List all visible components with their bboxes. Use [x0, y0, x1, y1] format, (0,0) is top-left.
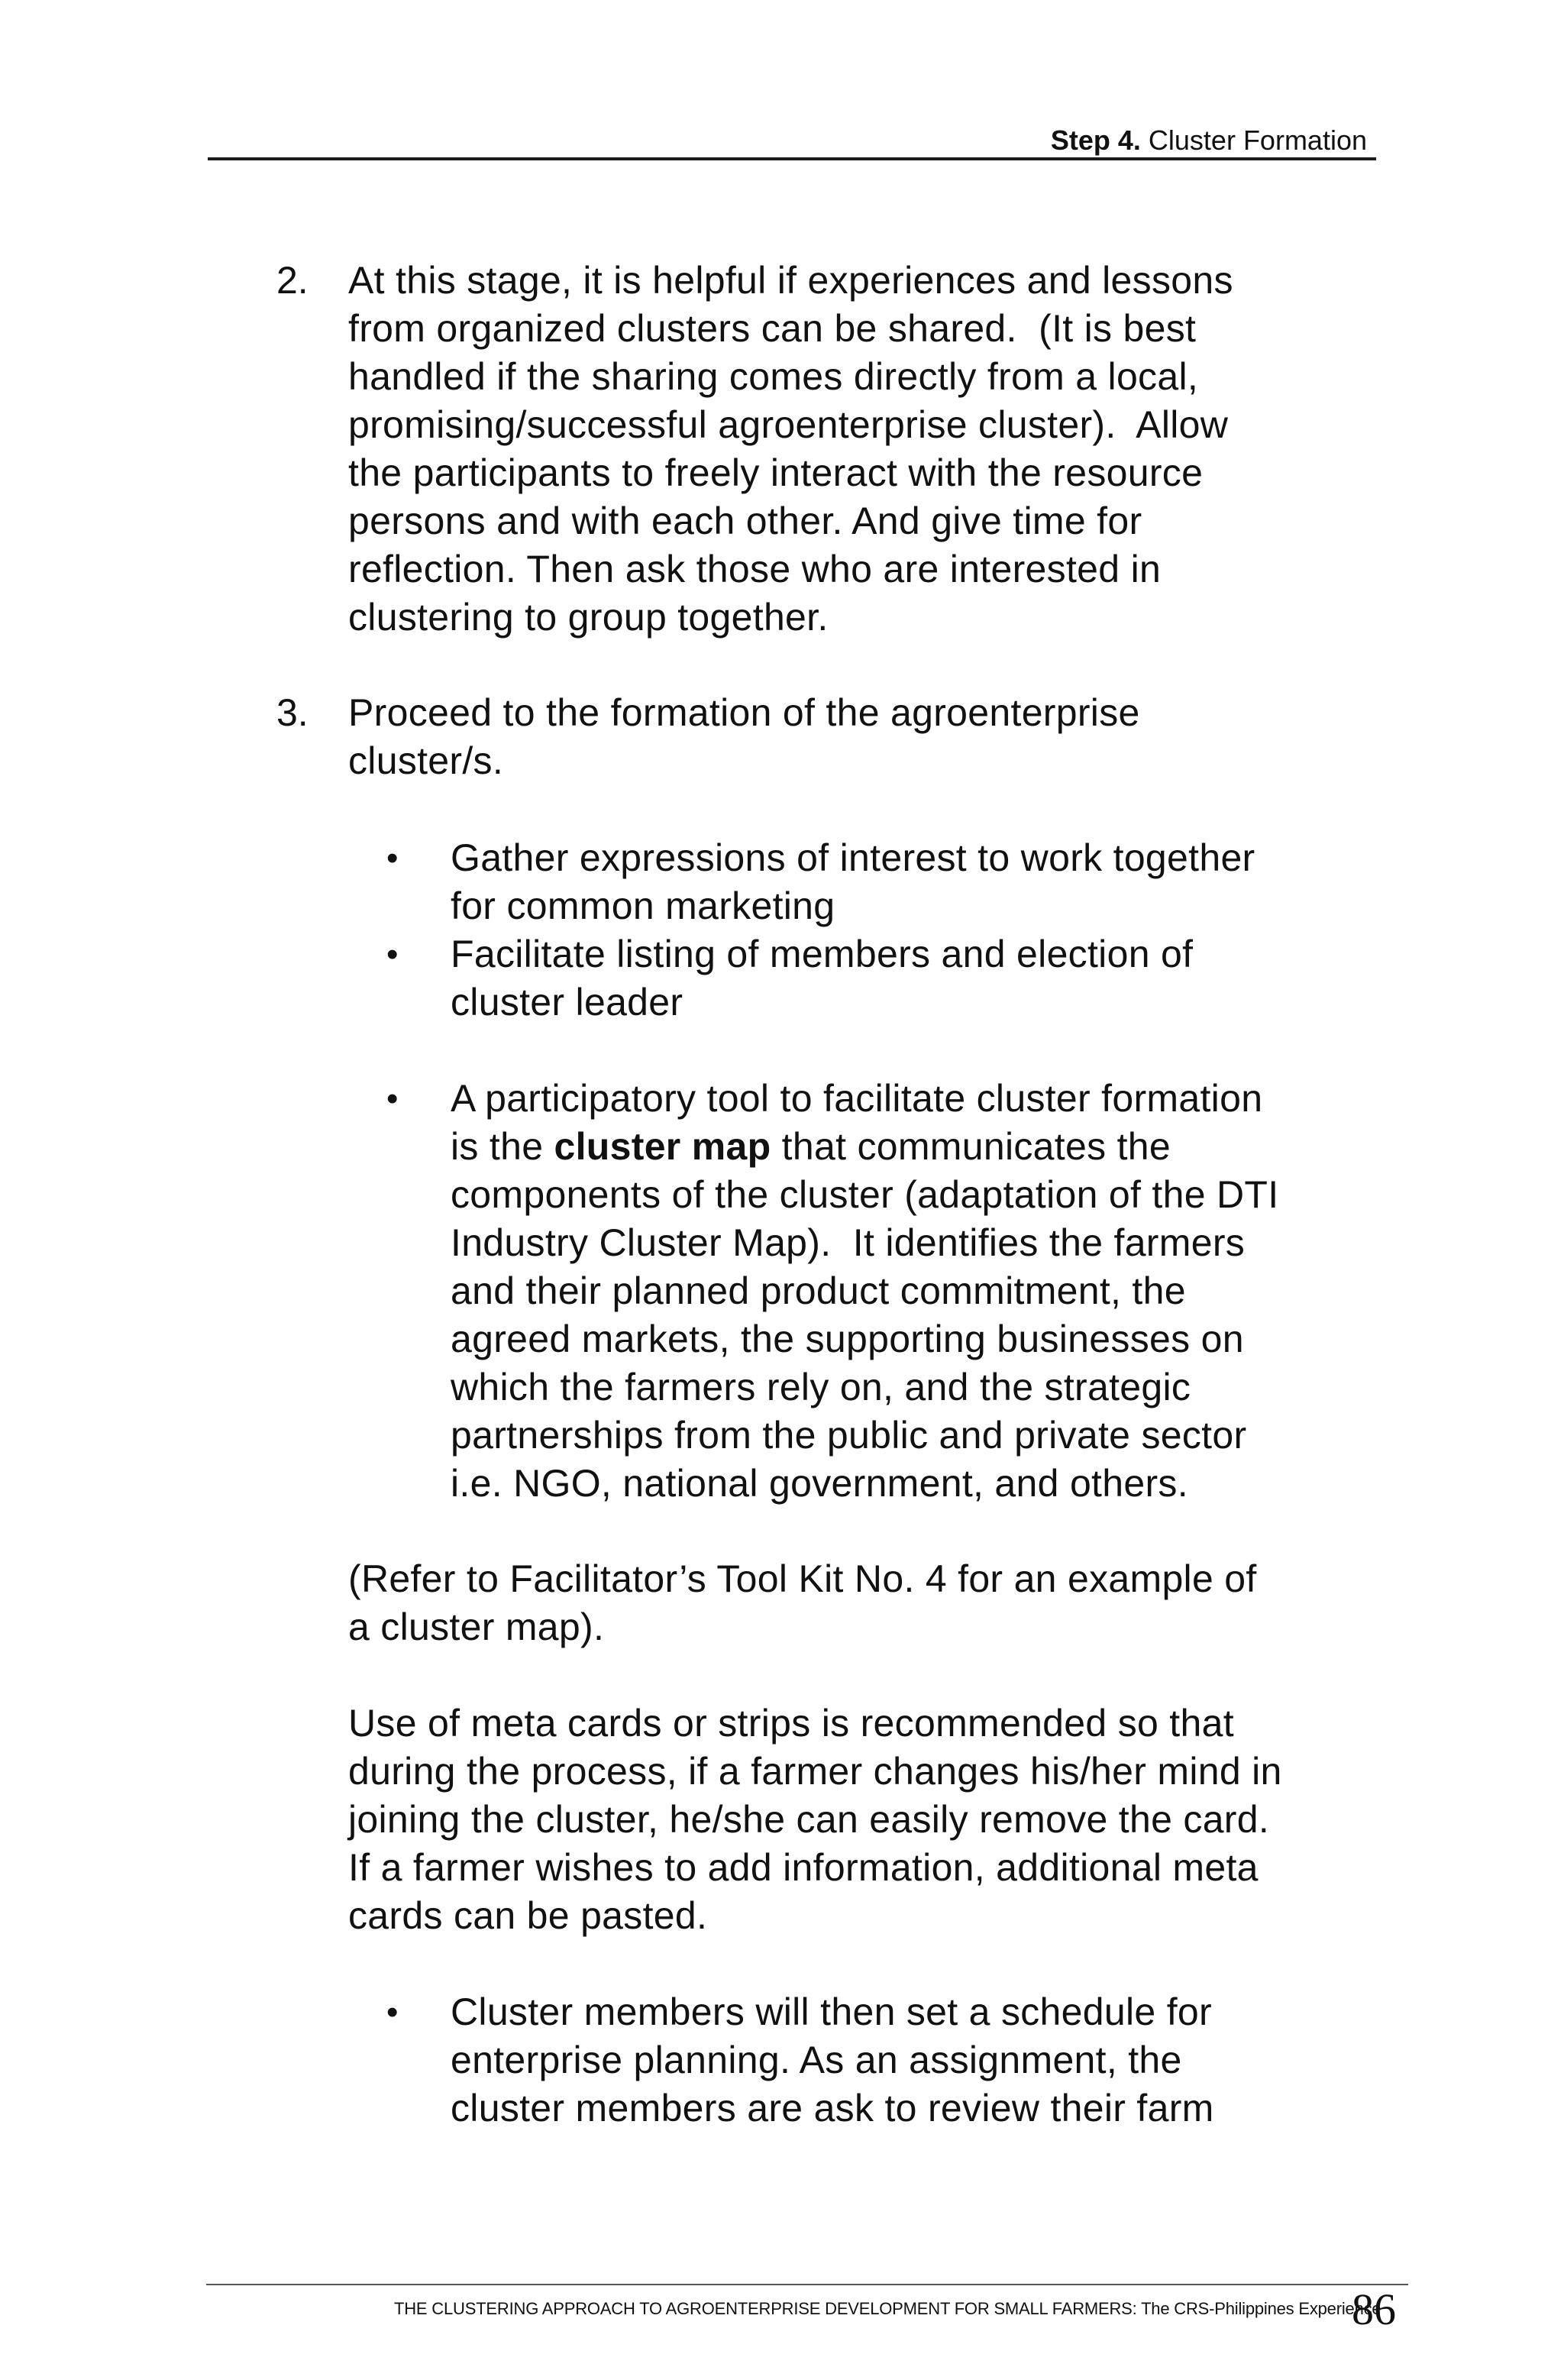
bullet-2-line-1: Facilitate listing of members and election of [451, 933, 1194, 975]
bullet-3-line-8: partnerships from the public and private sector [451, 1414, 1247, 1457]
item-2-line-8: clustering to group together. [348, 596, 829, 639]
item-2-number: 2. [276, 259, 309, 302]
footer-divider [206, 2284, 1408, 2285]
item-2-line-2: from organized clusters can be shared. (It is best [348, 307, 1197, 350]
item-3-number: 3. [276, 691, 309, 734]
bullet-3-line-3: components of the cluster (adaptation of the DTI [451, 1173, 1279, 1216]
bullet-3-line-2-post: that communicates the [771, 1125, 1171, 1168]
item-2-line-7: reflection. Then ask those who are interested in [348, 548, 1162, 590]
bullet-3-line-2-pre: is the [451, 1125, 554, 1168]
meta-cards-line-4: If a farmer wishes to add information, additional meta [348, 1846, 1259, 1889]
item-2-line-5: the participants to freely interact with the resource [348, 451, 1204, 494]
header-section-title: Cluster Formation [1148, 124, 1367, 156]
bullet-1-line-2: for common marketing [451, 884, 835, 927]
meta-cards-line-5: cards can be pasted. [348, 1894, 708, 1937]
bullet-4-line-1: Cluster members will then set a schedule for [451, 1990, 1212, 2033]
item-2-line-6: persons and with each other. And give time for [348, 500, 1142, 542]
item-2-line-3: handled if the sharing comes directly from a local, [348, 355, 1199, 398]
header-step-label: Step 4. [1050, 124, 1141, 156]
bullet-3-line-5: and their planned product commitment, the [451, 1269, 1186, 1312]
bullet-2-line-2: cluster leader [451, 981, 683, 1023]
refer-line-1: (Refer to Facilitator’s Tool Kit No. 4 for an example of [348, 1557, 1257, 1600]
bullet-3-line-7: which the farmers rely on, and the strategic [451, 1366, 1191, 1408]
meta-cards-line-2: during the process, if a farmer changes his/her mind in [348, 1750, 1282, 1793]
bullet-3-line-9: i.e. NGO, national government, and others. [451, 1462, 1188, 1505]
bullet-3-line-1: A participatory tool to facilitate cluster formation [451, 1077, 1263, 1120]
bullet-3-marker: • [386, 1080, 399, 1117]
bullet-3-line-2 [451, 1123, 1171, 1171]
item-3-line-2: cluster/s. [348, 739, 504, 782]
page-number: 86 [1352, 2285, 1396, 2334]
running-header [208, 116, 1376, 160]
item-2-line-4: promising/successful agroenterprise cluster). Allow [348, 403, 1229, 446]
bullet-4-line-2: enterprise planning. As an assignment, the [451, 2039, 1182, 2081]
item-3-line-1: Proceed to the formation of the agroenterprise [348, 691, 1140, 734]
bullet-4-line-3: cluster members are ask to review their farm [451, 2087, 1214, 2129]
header-title [1051, 125, 1367, 156]
bullet-3-line-6: agreed markets, the supporting businesses on [451, 1318, 1244, 1360]
bullet-3-line-4: Industry Cluster Map). It identifies the farmers [451, 1221, 1246, 1264]
bullet-2-marker: • [386, 936, 399, 973]
bullet-1-line-1: Gather expressions of interest to work together [451, 836, 1255, 879]
cluster-map-term: cluster map [554, 1125, 771, 1168]
meta-cards-line-3: joining the cluster, he/she can easily remove the card. [348, 1798, 1270, 1841]
refer-line-2: a cluster map). [348, 1606, 605, 1648]
bullet-1-marker: • [386, 839, 399, 877]
bullet-4-marker: • [386, 1994, 399, 2031]
meta-cards-line-1: Use of meta cards or strips is recommended so that [348, 1702, 1234, 1745]
footer-book-title: THE CLUSTERING APPROACH TO AGROENTERPRISE DEVELOPMENT FOR SMALL FARMERS: The CRS-Philippines Experience [394, 2299, 1381, 2318]
item-2-line-1: At this stage, it is helpful if experiences and lessons [348, 259, 1233, 302]
